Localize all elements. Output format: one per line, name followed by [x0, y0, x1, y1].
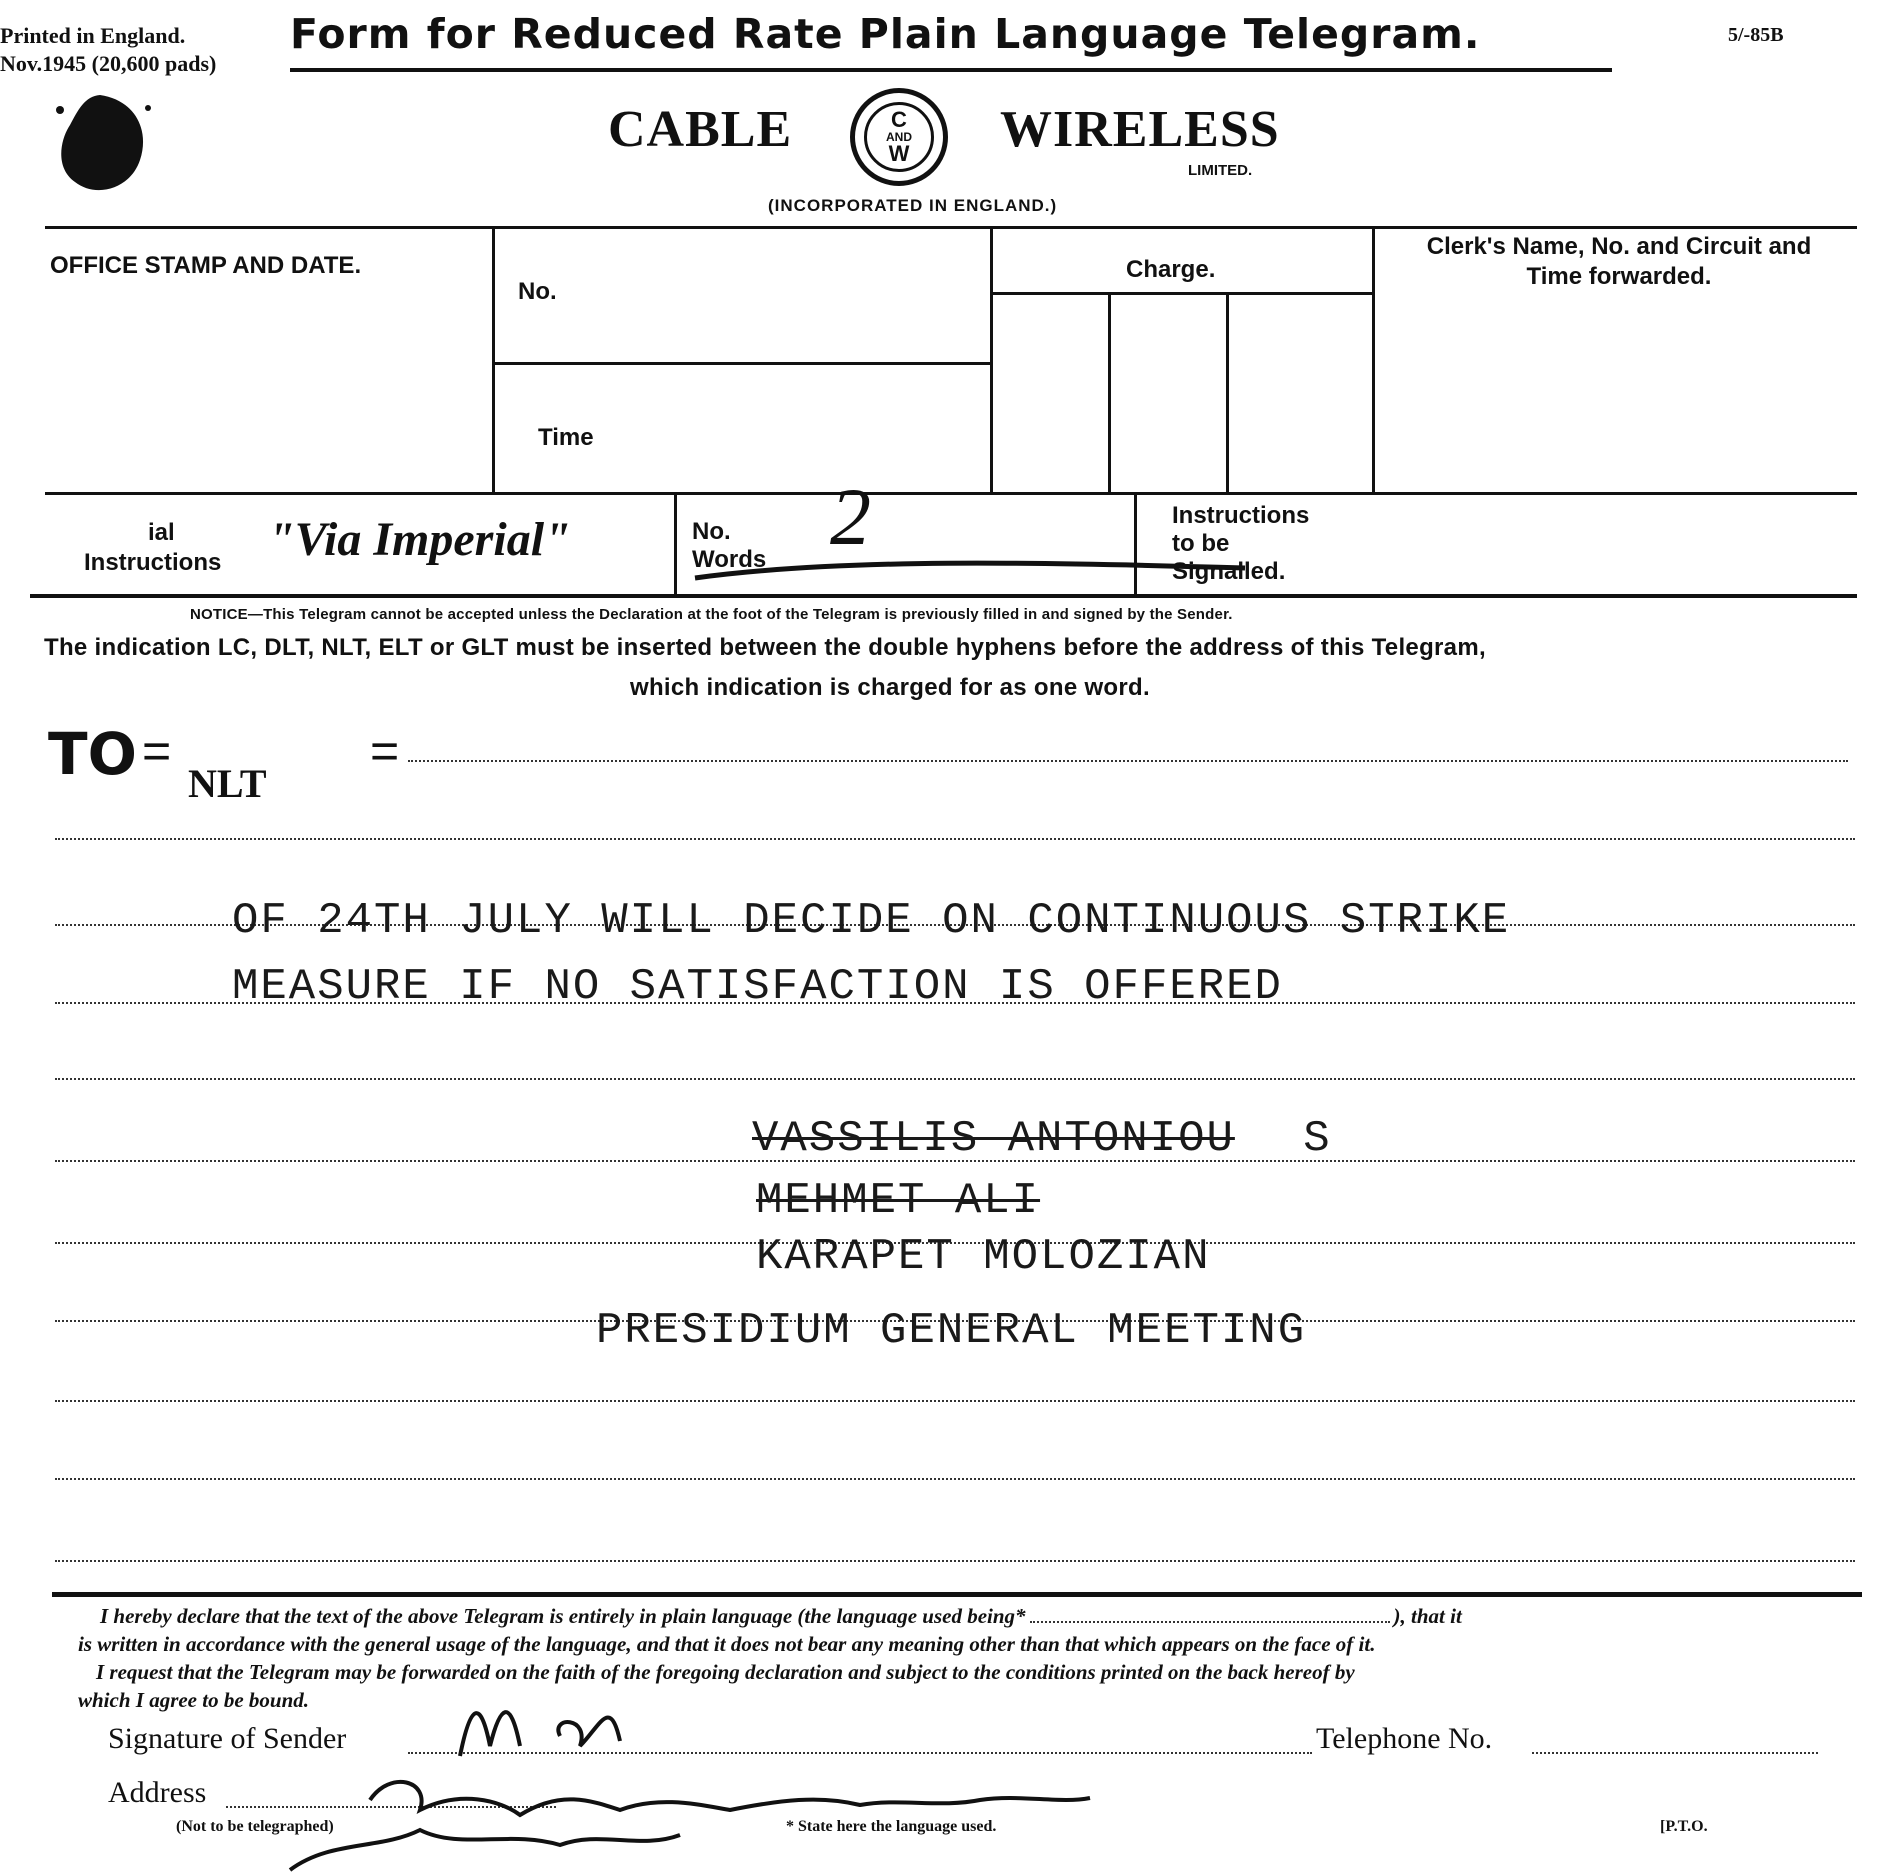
grid-mid-border [45, 492, 1857, 495]
address-eq-1: = [142, 723, 172, 779]
special-instructions-line2: Instructions [84, 549, 222, 576]
grid-bottom-border [30, 594, 1857, 598]
printed-in-note [0, 22, 216, 78]
incorporated-text: (INCORPORATED IN ENGLAND.) [768, 196, 1058, 215]
instructions-signalled-label [1172, 502, 1309, 586]
message-line-1: OF 24TH JULY WILL DECIDE ON CONTINUOUS STRIKE [232, 896, 1511, 946]
address-label: Address [108, 1776, 207, 1809]
telephone-label: Telephone No. [1316, 1722, 1493, 1755]
form-title: Form for Reduced Rate Plain Language Telegram. [290, 10, 1481, 58]
instr-divider-1 [674, 494, 677, 598]
logo-letter-w: W [888, 141, 910, 166]
no-words-line2: Words [692, 546, 767, 573]
signatory-1-struck: VASSILIS ANTONIOU [752, 1114, 1235, 1164]
signature-label: Signature of Sender [108, 1722, 347, 1755]
grid-divider-3 [1372, 226, 1375, 494]
special-instructions-label [84, 518, 222, 578]
language-used-field[interactable] [1030, 1621, 1390, 1623]
ink-blot [40, 90, 160, 200]
msg-line-10 [55, 1560, 1855, 1562]
msg-line-9 [55, 1478, 1855, 1480]
declaration-line1-end: ), that it [1393, 1604, 1462, 1628]
grid-divider-2 [990, 226, 993, 494]
charge-header-divider [990, 292, 1374, 295]
to-label: TO [48, 720, 137, 788]
charge-col-1 [1108, 294, 1111, 494]
grid-divider-1 [492, 226, 495, 494]
via-imperial-stamp: "Via Imperial" [268, 513, 571, 566]
state-language-note: * State here the language used. [786, 1818, 997, 1835]
declaration-line1 [100, 1604, 1462, 1629]
address-dots [408, 760, 1848, 762]
declaration-line3: I request that the Telegram may be forwarded on the faith of the foregoing declaration and subject to the conditions printed on the back hereof by [96, 1660, 1355, 1684]
not-telegraphed-note: (Not to be telegraphed) [176, 1818, 334, 1835]
cable-wireless-logo-icon [850, 88, 948, 186]
signatory-4: PRESIDIUM GENERAL MEETING [596, 1306, 1307, 1356]
grid-top-border [45, 226, 1857, 229]
declaration-line2: is written in accordance with the general usage of the language, and that it does not bear any meaning other than that which appears on the face of it. [78, 1632, 1376, 1656]
msg-line-1 [55, 838, 1855, 840]
msg-line-8 [55, 1400, 1855, 1402]
special-instructions-line1: ial [148, 519, 175, 546]
form-code: 5/-85B [1728, 24, 1784, 46]
signature-scribble [450, 1686, 800, 1766]
instructions-signalled-line2: to be [1172, 530, 1230, 557]
declaration-line1-text: I hereby declare that the text of the above Telegram is entirely in plain language (the language used being* [100, 1604, 1026, 1628]
time-label: Time [538, 424, 594, 451]
no-words-value: 2 [830, 471, 871, 562]
signatory-2-struck: MEHMET ALI [756, 1176, 1041, 1226]
print-date-text: Nov.1945 (20,600 pads) [0, 51, 217, 76]
signatory-1 [752, 1114, 1332, 1164]
no-words-line1: No. [692, 518, 731, 545]
charge-col-2 [1226, 294, 1229, 494]
company-name-left: CABLE [608, 101, 793, 158]
signatory-1-tail: S [1303, 1114, 1332, 1164]
clerk-label-line2: Time forwarded. [1526, 263, 1712, 290]
limited-text: LIMITED. [1188, 162, 1253, 179]
handwritten-stroke [690, 548, 1250, 588]
instructions-signalled-line3: Signalled. [1172, 558, 1286, 585]
address-indication: NLT [188, 761, 267, 806]
clerk-label [1384, 232, 1854, 292]
notice-line2: The indication LC, DLT, NLT, ELT or GLT must be inserted between the double hyphens before the address of this Telegram, [44, 634, 1486, 661]
address-handwriting [260, 1760, 1220, 1872]
no-label: No. [518, 278, 557, 305]
telephone-field[interactable] [1532, 1752, 1818, 1754]
clerk-label-line1: Clerk's Name, No. and Circuit and [1426, 233, 1812, 260]
notice-line3: which indication is charged for as one word. [630, 674, 1150, 701]
logo-letter-c: C [891, 107, 907, 132]
notice-line1: NOTICE—This Telegram cannot be accepted unless the Declaration at the foot of the Telegram is previously filled in and signed by the Sender. [190, 606, 1233, 623]
no-time-divider [492, 362, 992, 365]
printed-in-text: Printed in England. [0, 23, 186, 48]
pto-note: [P.T.O. [1660, 1818, 1708, 1835]
address-eq-2: = [370, 723, 400, 779]
instructions-signalled-line1: Instructions [1172, 502, 1310, 529]
msg-line-4 [55, 1078, 1855, 1080]
declaration-line4: which I agree to be bound. [78, 1688, 310, 1712]
company-name-right: WIRELESS [1000, 101, 1280, 158]
signatory-3: KARAPET MOLOZIAN [756, 1232, 1211, 1282]
charge-label: Charge. [1126, 256, 1216, 283]
message-line-2: MEASURE IF NO SATISFACTION IS OFFERED [232, 962, 1283, 1012]
title-underline [290, 68, 1612, 72]
office-stamp-label: OFFICE STAMP AND DATE. [50, 252, 362, 279]
logo-letters-and: AND [886, 130, 912, 144]
declaration-top-border [52, 1592, 1862, 1597]
